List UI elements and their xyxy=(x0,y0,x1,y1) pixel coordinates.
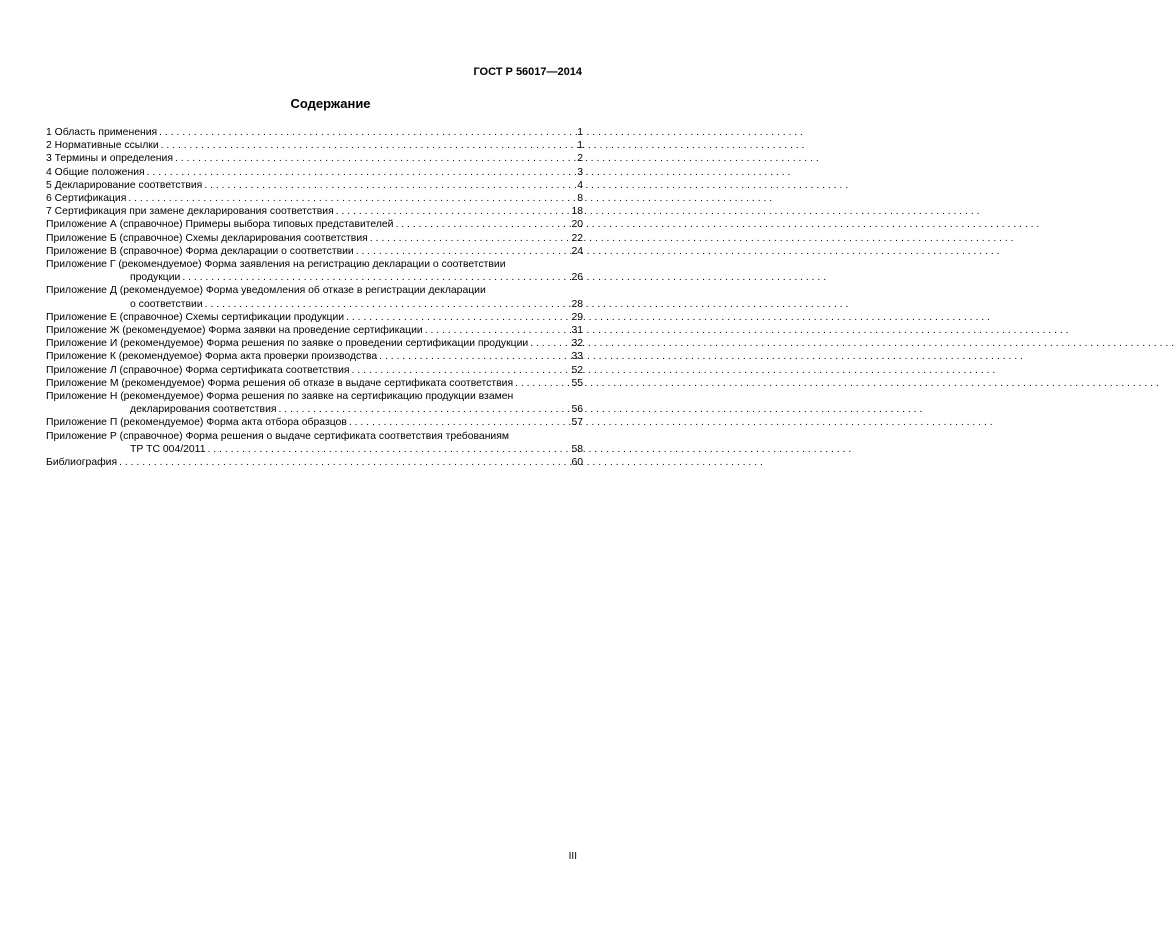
document-number: ГОСТ Р 56017—2014 xyxy=(473,66,582,78)
toc-entry[interactable] xyxy=(46,416,583,429)
toc-entry-page: 31 xyxy=(571,325,583,337)
dot-leader xyxy=(161,139,576,152)
toc-entry-label: Библиография xyxy=(46,457,118,469)
toc-entry-first-line: Приложение Н (рекомендуемое) Форма решения по заявке на сертификацию продукции взамен xyxy=(46,391,514,403)
dot-leader xyxy=(128,192,575,205)
toc-entry[interactable] xyxy=(46,311,583,324)
toc-entry[interactable] xyxy=(46,364,583,377)
toc-entry-label: о соответствии xyxy=(130,298,203,310)
dot-leader xyxy=(159,126,575,139)
toc-entry[interactable] xyxy=(46,337,583,350)
toc-entry-label: Приложение Л (справочное) Форма сертификата соответствия xyxy=(46,364,350,376)
toc-entry-page: 52 xyxy=(571,364,583,376)
toc-entry-page: 22 xyxy=(571,232,583,244)
toc-entry[interactable] xyxy=(46,126,583,139)
dot-leader xyxy=(352,364,570,377)
toc-entry-label: 5 Декларирование соответствия xyxy=(46,179,203,191)
toc-entry-label: продукции xyxy=(130,272,181,284)
toc-entry-page: 60 xyxy=(571,457,583,469)
toc-entry[interactable] xyxy=(46,139,583,152)
toc-entry-first-line: Приложение Р (справочное) Форма решения о выдаче сертификата соответствия требованиям xyxy=(46,430,510,442)
toc-entry-label: 3 Термины и определения xyxy=(46,153,173,165)
toc-entry-label: ТР ТС 004/2011 xyxy=(130,443,206,455)
dot-leader xyxy=(396,218,570,231)
dot-leader xyxy=(425,324,570,337)
dot-leader xyxy=(279,403,570,416)
toc-entry-label: 7 Сертификация при замене декларирования соответствия xyxy=(46,206,334,218)
toc-entry-label: декларирования соответствия xyxy=(130,404,277,416)
toc-entry[interactable] xyxy=(46,218,583,231)
dot-leader xyxy=(175,152,575,165)
toc-entry-page: 18 xyxy=(571,206,583,218)
toc-entry[interactable] xyxy=(46,166,583,179)
toc-entry[interactable] xyxy=(46,403,583,416)
toc-entry[interactable] xyxy=(46,443,583,456)
toc-entry-label: Приложение И (рекомендуемое) Форма решения по заявке о проведении сертификации продукции xyxy=(46,338,529,350)
dot-leader xyxy=(515,377,569,390)
toc-entry-label: Приложение Е (справочное) Схемы сертификации продукции xyxy=(46,311,345,323)
toc-entry-page: 58 xyxy=(571,443,583,455)
dot-leader xyxy=(204,179,575,192)
toc-entry-page: 56 xyxy=(571,404,583,416)
toc-title: Содержание xyxy=(290,96,371,111)
toc-entry[interactable] xyxy=(46,456,583,469)
toc-entry-page: 55 xyxy=(571,377,583,389)
toc-entry-page: 20 xyxy=(571,219,583,231)
dot-leader xyxy=(356,245,570,258)
toc-entry-page: 3 xyxy=(577,166,583,178)
toc-entry-label: 2 Нормативные ссылки xyxy=(46,140,159,152)
toc-entry-page: 28 xyxy=(571,298,583,310)
toc-entry-page: 57 xyxy=(571,417,583,429)
dot-leader xyxy=(379,350,569,363)
toc-entry[interactable] xyxy=(46,179,583,192)
toc-entry-label: 4 Общие положения xyxy=(46,166,145,178)
toc-entry-page: 2 xyxy=(577,153,583,165)
toc-entry-label: Приложение В (справочное) Форма декларации о соответствии xyxy=(46,245,354,257)
toc-entry[interactable] xyxy=(46,205,583,218)
toc-entry[interactable] xyxy=(46,232,583,245)
dot-leader xyxy=(182,271,569,284)
toc-entry-page: 8 xyxy=(577,193,583,205)
dot-leader xyxy=(349,416,570,429)
toc-entry-page: 29 xyxy=(571,311,583,323)
dot-leader xyxy=(346,311,569,324)
toc-entry-first-line: Приложение Г (рекомендуемое) Форма заявления на регистрацию декларации о соответствии xyxy=(46,259,506,271)
toc-entry-page: 26 xyxy=(571,272,583,284)
dot-leader xyxy=(336,205,570,218)
dot-leader xyxy=(119,456,569,469)
toc-entry[interactable] xyxy=(46,192,583,205)
toc-entry[interactable] xyxy=(46,298,583,311)
toc-entry[interactable] xyxy=(46,324,583,337)
table-of-contents xyxy=(46,126,583,469)
toc-entry-label: Приложение А (справочное) Примеры выбора типовых представителей xyxy=(46,219,394,231)
toc-entry-page: 32 xyxy=(571,338,583,350)
toc-entry-page: 4 xyxy=(577,179,583,191)
toc-entry-label: Приложение М (рекомендуемое) Форма решения об отказе в выдаче сертификата соответствия xyxy=(46,377,514,389)
toc-entry-first-line: Приложение Д (рекомендуемое) Форма уведомления об отказе в регистрации декларации xyxy=(46,285,486,297)
page-number: III xyxy=(568,851,577,862)
toc-entry-label: Приложение К (рекомендуемое) Форма акта проверки производства xyxy=(46,351,378,363)
dot-leader xyxy=(205,298,570,311)
toc-entry[interactable] xyxy=(46,152,583,165)
toc-entry-page: 1 xyxy=(577,127,583,138)
dot-leader xyxy=(207,443,569,456)
toc-entry-label: Приложение П (рекомендуемое) Форма акта отбора образцов xyxy=(46,417,347,429)
toc-entry[interactable] xyxy=(46,350,583,363)
toc-entry-label: 6 Сертификация xyxy=(46,193,127,205)
dot-leader xyxy=(530,337,569,350)
toc-entry-label: Приложение Б (справочное) Схемы декларирования соответствия xyxy=(46,232,368,244)
dot-leader xyxy=(147,166,576,179)
dot-leader xyxy=(370,232,570,245)
toc-entry[interactable] xyxy=(46,245,583,258)
toc-entry-label: Приложение Ж (рекомендуемое) Форма заявки на проведение сертификации xyxy=(46,325,423,337)
toc-entry-page: 33 xyxy=(571,351,583,363)
toc-entry-label: 1 Область применения xyxy=(46,127,158,138)
toc-entry[interactable] xyxy=(46,271,583,284)
toc-entry-page: 24 xyxy=(571,245,583,257)
toc-entry[interactable] xyxy=(46,377,583,390)
toc-entry-page: 1 xyxy=(577,140,583,152)
